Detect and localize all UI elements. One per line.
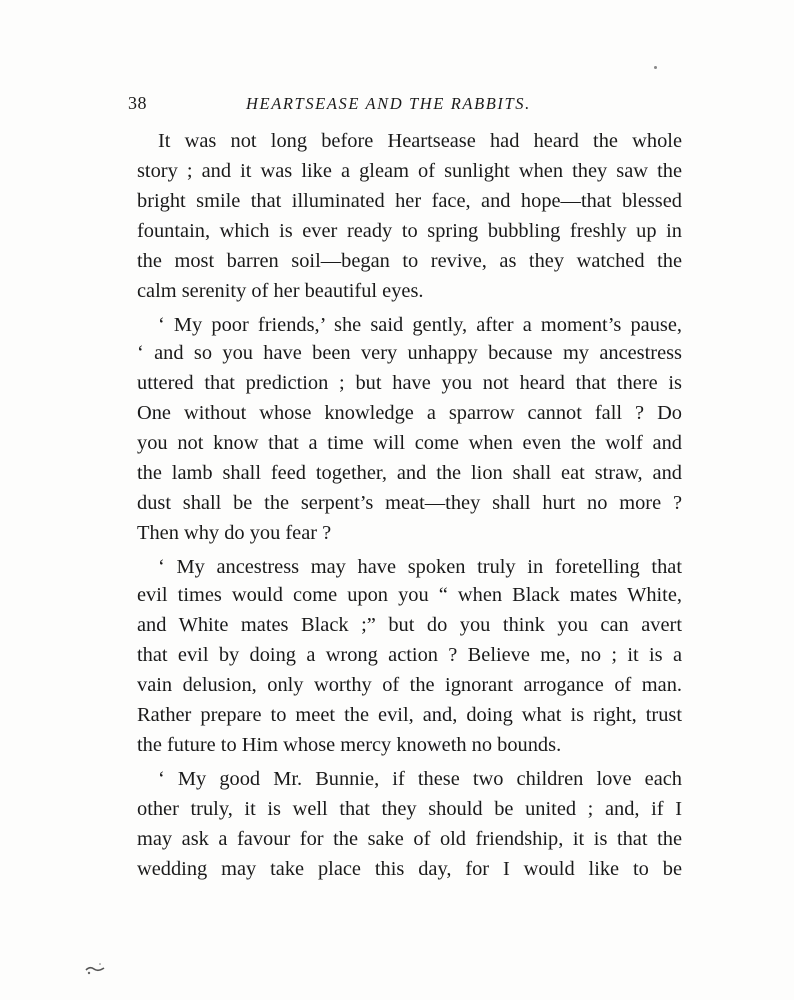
text-line: that evil by doing a wrong action ? Believe me, no ; it is a [137, 644, 682, 666]
text-line: Rather prepare to meet the evil, and, doing what is right, trust [137, 704, 682, 726]
text-line: dust shall be the serpent’s meat—they shall hurt no more ? [137, 492, 682, 514]
text-line: ‘ My poor friends,’ she said gently, after a moment’s pause, [158, 314, 682, 336]
text-line: other truly, it is well that they should be united ; and, if I [137, 798, 682, 820]
text-line: One without whose knowledge a sparrow cannot fall ? Do [137, 402, 682, 424]
text-line: you not know that a time will come when even the wolf and [137, 432, 682, 454]
text-line: vain delusion, only worthy of the ignorant arrogance of man. [137, 674, 682, 696]
text-line: bright smile that illuminated her face, and hope—that blessed [137, 190, 682, 212]
text-line: ‘ My good Mr. Bunnie, if these two children love each [158, 768, 682, 790]
text-line: fountain, which is ever ready to spring bubbling freshly up in [137, 220, 682, 242]
text-line: It was not long before Heartsease had heard the whole [158, 130, 682, 152]
text-line: calm serenity of her beautiful eyes. [137, 280, 424, 302]
text-line: Then why do you fear ? [137, 522, 332, 544]
text-line: evil times would come upon you “ when Black mates White, [137, 584, 682, 606]
paper-speck [654, 66, 657, 69]
text-line: the most barren soil—began to revive, as they watched the [137, 250, 682, 272]
page-number: 38 [128, 93, 147, 113]
text-line: may ask a favour for the sake of old friendship, it is that the [137, 828, 682, 850]
text-line: the future to Him whose mercy knoweth no bounds. [137, 734, 562, 756]
text-line: story ; and it was like a gleam of sunlight when they saw the [137, 160, 682, 182]
text-line: wedding may take place this day, for I would like to be [137, 858, 682, 880]
text-line: the lamb shall feed together, and the lion shall eat straw, and [137, 462, 682, 484]
text-line: and White mates Black ;” but do you think you can avert [137, 614, 682, 636]
ink-smudge [84, 962, 106, 976]
running-title: HEARTSEASE AND THE RABBITS. [246, 94, 531, 113]
text-line: ‘ and so you have been very unhappy because my ancestress [137, 342, 682, 364]
text-line: uttered that prediction ; but have you not heard that there is [137, 372, 682, 394]
text-line: ‘ My ancestress may have spoken truly in foretelling that [158, 556, 682, 578]
